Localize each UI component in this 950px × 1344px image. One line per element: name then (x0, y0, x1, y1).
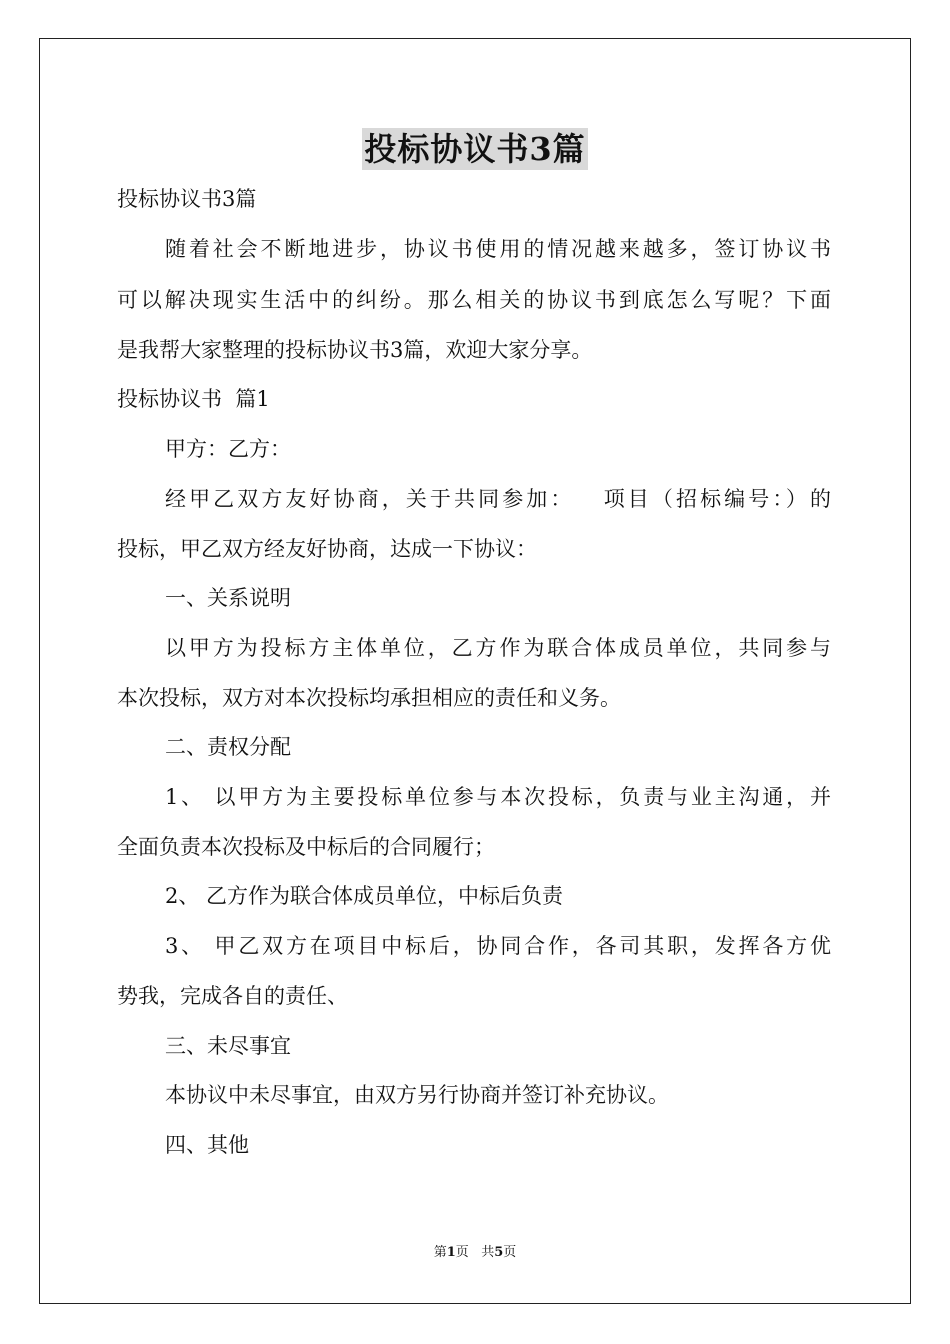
page-border (39, 38, 911, 1304)
footer-page-prefix: 第 (433, 1245, 447, 1260)
intro-line-3: 是我帮大家整理的投标协议书3篇，欢迎大家分享。 (117, 338, 593, 362)
footer-page-number: 1 (446, 1245, 456, 1260)
item1-line-2: 全面负责本次投标及中标后的合同履行； (117, 835, 495, 859)
para1-line-2: 投标，甲乙双方经友好协商，达成一下协议： (117, 537, 537, 561)
item3-line-2: 势我，完成各自的责任、 (117, 984, 348, 1008)
item2-line: 2、 乙方作为联合体成员单位，中标后负责 (165, 884, 564, 908)
parties-line: 甲方：乙方： (165, 437, 291, 461)
footer-total-suffix: 页 (503, 1245, 517, 1260)
footer-total-prefix: 共 (481, 1245, 495, 1260)
section-heading: 投标协议书 篇1 (117, 387, 270, 411)
para2-line-2: 本次投标，双方对本次投标均承担相应的责任和义务。 (117, 686, 621, 710)
page-footer (0, 1244, 950, 1262)
para1-line-1: 经甲乙双方友好协商，关于共同参加： 项目（招标编号：）的 (165, 487, 831, 511)
title-block (0, 128, 950, 170)
page-title: 投标协议书3篇 (364, 130, 586, 168)
para2-line-1: 以甲方为投标方主体单位，乙方作为联合体成员单位，共同参与 (165, 636, 831, 660)
subtitle: 投标协议书3篇 (117, 187, 257, 211)
footer-page-suffix: 页 (455, 1245, 469, 1260)
item1-line-1: 1、 以甲方为主要投标单位参与本次投标，负责与业主沟通，并 (165, 785, 831, 809)
intro-line-1: 随着社会不断地进步，协议书使用的情况越来越多，签订协议书 (165, 237, 831, 261)
para3-line: 本协议中未尽事宜，由双方另行协商并签订补充协议。 (165, 1083, 669, 1107)
intro-line-2: 可以解决现实生活中的纠纷。那么相关的协议书到底怎么写呢？下面 (117, 288, 831, 312)
heading-pending-matters: 三、未尽事宜 (165, 1034, 291, 1058)
item3-line-1: 3、 甲乙双方在项目中标后，协同合作，各司其职，发挥各方优 (165, 934, 831, 958)
heading-responsibility: 二、责权分配 (165, 735, 291, 759)
footer-total-number: 5 (494, 1245, 504, 1260)
heading-other: 四、其他 (165, 1133, 249, 1157)
heading-relationship: 一、关系说明 (165, 586, 291, 610)
